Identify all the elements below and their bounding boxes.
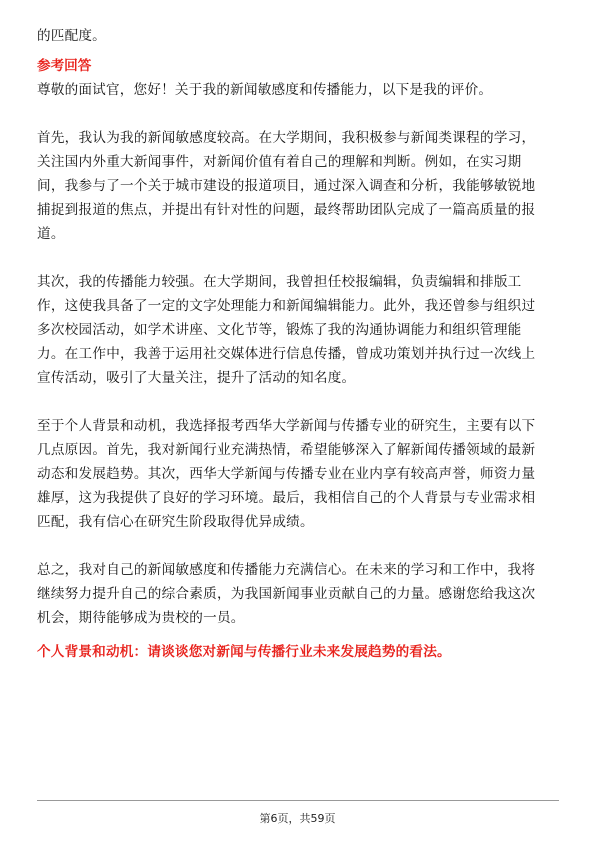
document-body — [37, 24, 559, 664]
paragraph-line: 继续努力提升自己的综合素质，为我国新闻事业贡献自己的力量。感谢您给我这次 — [37, 586, 536, 602]
previous-text-fragment: 的匹配度。 — [37, 28, 106, 44]
next-question-heading: 个人背景和动机：请谈谈您对新闻与传播行业未来发展趋势的看法。 — [37, 644, 451, 660]
paragraph-line: 动态和发展趋势。其次，西华大学新闻与传播专业在业内享有较高声誉，师资力量 — [37, 466, 536, 482]
paragraph-line: 至于个人背景和动机，我选择报考西华大学新闻与传播专业的研究生，主要有以下 — [37, 418, 536, 434]
paragraph-line: 宣传活动，吸引了大量关注，提升了活动的知名度。 — [37, 370, 356, 386]
paragraph-line: 间，我参与了一个关于城市建设的报道项目，通过深入调查和分析，我能够敏锐地 — [37, 178, 536, 194]
paragraph-3 — [37, 414, 559, 534]
paragraph-line: 雄厚，这为我提供了良好的学习环境。最后，我相信自己的个人背景与专业需求相 — [37, 490, 536, 506]
paragraph-line: 几点原因。首先，我对新闻行业充满热情，希望能够深入了解新闻传播领域的最新 — [37, 442, 536, 458]
paragraph-line: 首先，我认为我的新闻敏感度较高。在大学期间，我积极参与新闻类课程的学习， — [37, 130, 536, 146]
paragraph-line: 多次校园活动，如学术讲座、文化节等，锻炼了我的沟通协调能力和组织管理能 — [37, 322, 522, 338]
paragraph-line: 总之，我对自己的新闻敏感度和传播能力充满信心。在未来的学习和工作中，我将 — [37, 562, 536, 578]
paragraph-line: 捕捉到报道的焦点，并提出有针对性的问题，最终帮助团队完成了一篇高质量的报 — [37, 202, 536, 218]
paragraph-2 — [37, 270, 559, 390]
paragraph-line: 匹配，我有信心在研究生阶段取得优异成绩。 — [37, 514, 314, 530]
paragraph-line: 力。在工作中，我善于运用社交媒体进行信息传播，曾成功策划并执行过一次线上 — [37, 346, 536, 362]
footer-divider — [37, 800, 559, 801]
paragraph-line: 作，这使我具备了一定的文字处理能力和新闻编辑能力。此外，我还曾参与组织过 — [37, 298, 536, 314]
answer-heading: 参考回答 — [37, 58, 92, 74]
paragraph-line: 其次，我的传播能力较强。在大学期间，我曾担任校报编辑，负责编辑和排版工 — [37, 274, 522, 290]
paragraph-1 — [37, 126, 559, 246]
paragraph-line: 道。 — [37, 226, 65, 242]
paragraph-4 — [37, 558, 559, 630]
greeting-line: 尊敬的面试官，您好！关于我的新闻敏感度和传播能力，以下是我的评价。 — [37, 82, 493, 98]
page-number: 第6页，共59页 — [259, 812, 336, 825]
paragraph-line: 关注国内外重大新闻事件，对新闻价值有着自己的理解和判断。例如，在实习期 — [37, 154, 522, 170]
paragraph-line: 机会，期待能够成为贵校的一员。 — [37, 610, 245, 626]
